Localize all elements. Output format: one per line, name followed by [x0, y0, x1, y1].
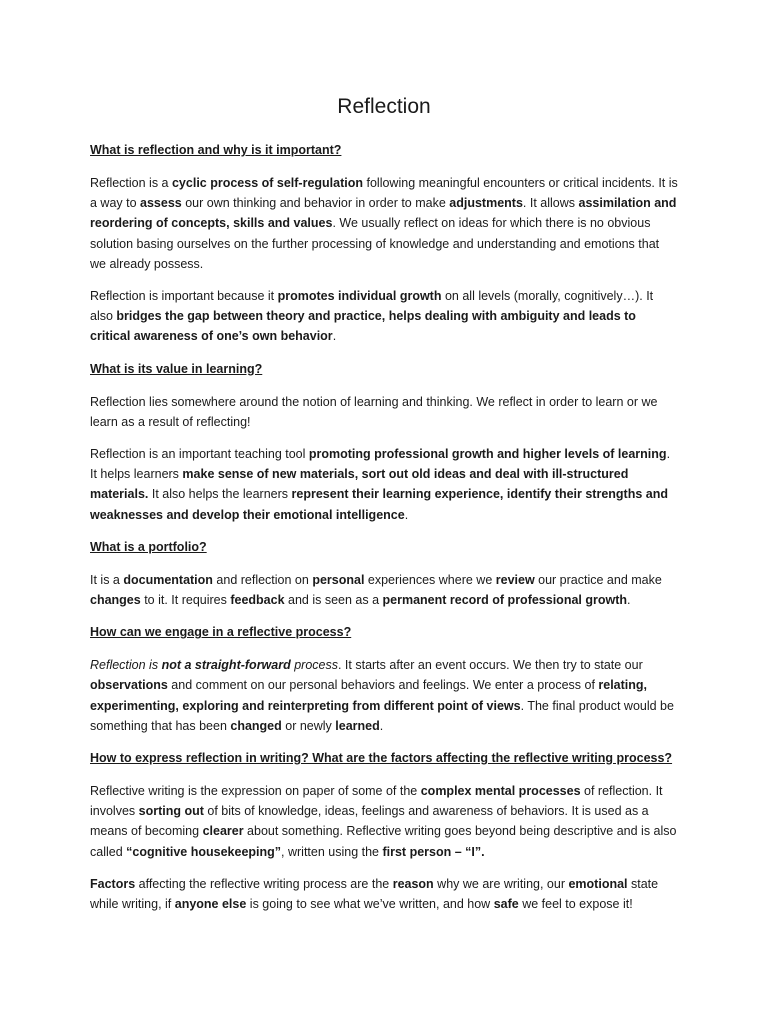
- paragraph-portfolio-definition: It is a documentation and reflection on personal experiences where we review our practice and make changes to it. It requires feedback and is seen as a permanent record of professional growth.: [90, 572, 662, 608]
- section-heading-reflective-process: How can we engage in a reflective process?: [90, 625, 352, 640]
- paragraph-reflective-process: Reflection is not a straight-forward process. It starts after an event occurs. We then try to state our observations and comment on our personal behaviors and feelings. We enter a process of relating, experimenting, exploring and reinterpreting from different point of views. The final product would be something that has been changed or newly learned.: [90, 658, 674, 733]
- paragraph-reflection-definition: Reflection is a cyclic process of self-regulation following meaningful encounters or critical incidents. It is a way to assess our own thinking and behavior in order to make adjustments. It allows assimilation and reordering of concepts, skills and values. We usually reflect on ideas for which there is no obvious solution basing ourselves on the further processing of knowledge and understanding and emotions that we already possess.: [90, 176, 678, 271]
- paragraph-reflection-importance: Reflection is important because it promotes individual growth on all levels (morally, cognitively…). It also bridges the gap between theory and practice, helps dealing with ambiguity and leads to critical awareness of one’s own behavior.: [90, 289, 654, 344]
- paragraph-reflective-writing: Reflective writing is the expression on paper of some of the complex mental processes of reflection. It involves sorting out of bits of knowledge, ideas, feelings and awareness of behaviors. It is used as a means of becoming clearer about something. Reflective writing goes beyond being descriptive and is also called “cognitive housekeeping”, written using the first person – “I”.: [90, 784, 677, 859]
- paragraph-writing-factors: Factors affecting the reflective writing process are the reason why we are writing, our emotional state while writing, if anyone else is going to see what we’ve written, and how safe we feel to expose it!: [90, 876, 659, 912]
- section-heading-portfolio: What is a portfolio?: [90, 539, 207, 554]
- paragraph-teaching-tool: Reflection is an important teaching tool promoting professional growth and higher levels of learning. It helps learners make sense of new materials, sort out old ideas and deal with ill-structured materials. It also helps the learners represent their learning experience, identify their strengths and weaknesses and develop their emotional intelligence.: [90, 447, 671, 522]
- section-heading-what-is-reflection: What is reflection and why is it important?: [90, 143, 342, 157]
- page-title: Reflection: [337, 95, 431, 118]
- section-heading-value-in-learning: What is its value in learning?: [90, 361, 263, 376]
- section-heading-reflective-writing: How to express reflection in writing? What are the factors affecting the reflective writing process?: [90, 751, 673, 766]
- paragraph-learning-thinking: Reflection lies somewhere around the notion of learning and thinking. We reflect in order to learn or we learn as a result of reflecting!: [90, 394, 658, 429]
